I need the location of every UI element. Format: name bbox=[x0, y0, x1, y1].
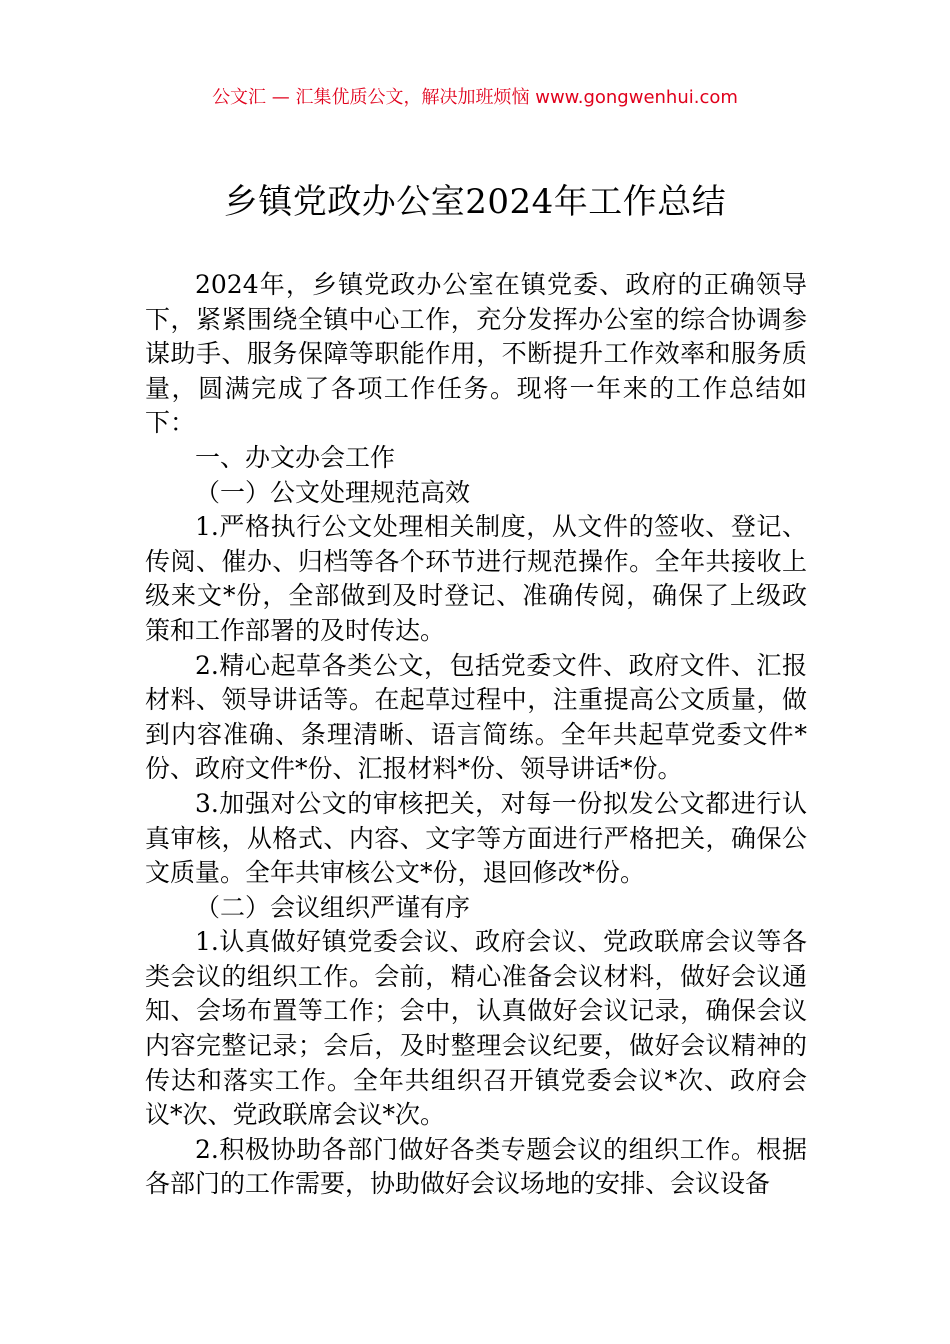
document-title: 乡镇党政办公室2024年工作总结 bbox=[223, 182, 727, 222]
document-body bbox=[145, 268, 807, 1202]
subsection-heading-2: （二）会议组织严谨有序 bbox=[195, 892, 471, 922]
header-banner[interactable]: 公文汇 — 汇集优质公文，解决加班烦恼 www.gongwenhui.com bbox=[212, 87, 738, 108]
section-heading-1: 一、办文办会工作 bbox=[195, 442, 396, 472]
intro-paragraph: 2024年，乡镇党政办公室在镇党委、政府的正确领导下，紧紧围绕全镇中心工作，充分发挥办公室的综合协调参谋助手、服务保障等职能作用，不断提升工作效率和服务质量，圆满完成了各项工作任务。现将一年来的工作总结如下： bbox=[145, 270, 807, 438]
body-paragraph: 2.积极协助各部门做好各类专题会议的组织工作。根据各部门的工作需要，协助做好会议场地的安排、会议设备 bbox=[145, 1134, 807, 1199]
body-paragraph: 3.加强对公文的审核把关，对每一份拟发公文都进行认真审核，从格式、内容、文字等方面进行严格把关，确保公文质量。全年共审核公文*份，退回修改*份。 bbox=[145, 788, 807, 888]
body-paragraph: 1.严格执行公文处理相关制度，从文件的签收、登记、传阅、催办、归档等各个环节进行规范操作。全年共接收上级来文*份，全部做到及时登记、准确传阅，确保了上级政策和工作部署的及时传达。 bbox=[145, 512, 807, 645]
body-paragraph: 2.精心起草各类公文，包括党委文件、政府文件、汇报材料、领导讲话等。在起草过程中，注重提高公文质量，做到内容准确、条理清晰、语言简练。全年共起草党委文件*份、政府文件*份、汇报材料*份、领导讲话*份。 bbox=[145, 650, 807, 784]
subsection-heading-1: （一）公文处理规范高效 bbox=[195, 477, 471, 507]
body-paragraph: 1.认真做好镇党委会议、政府会议、党政联席会议等各类会议的组织工作。会前，精心准备会议材料，做好会议通知、会场布置等工作；会中，认真做好会议记录，确保会议内容完整记录；会后，及时整理会议纪要，做好会议精神的传达和落实工作。全年共组织召开镇党委会议*次、政府会议*次、党政联席会议*次。 bbox=[145, 927, 807, 1130]
